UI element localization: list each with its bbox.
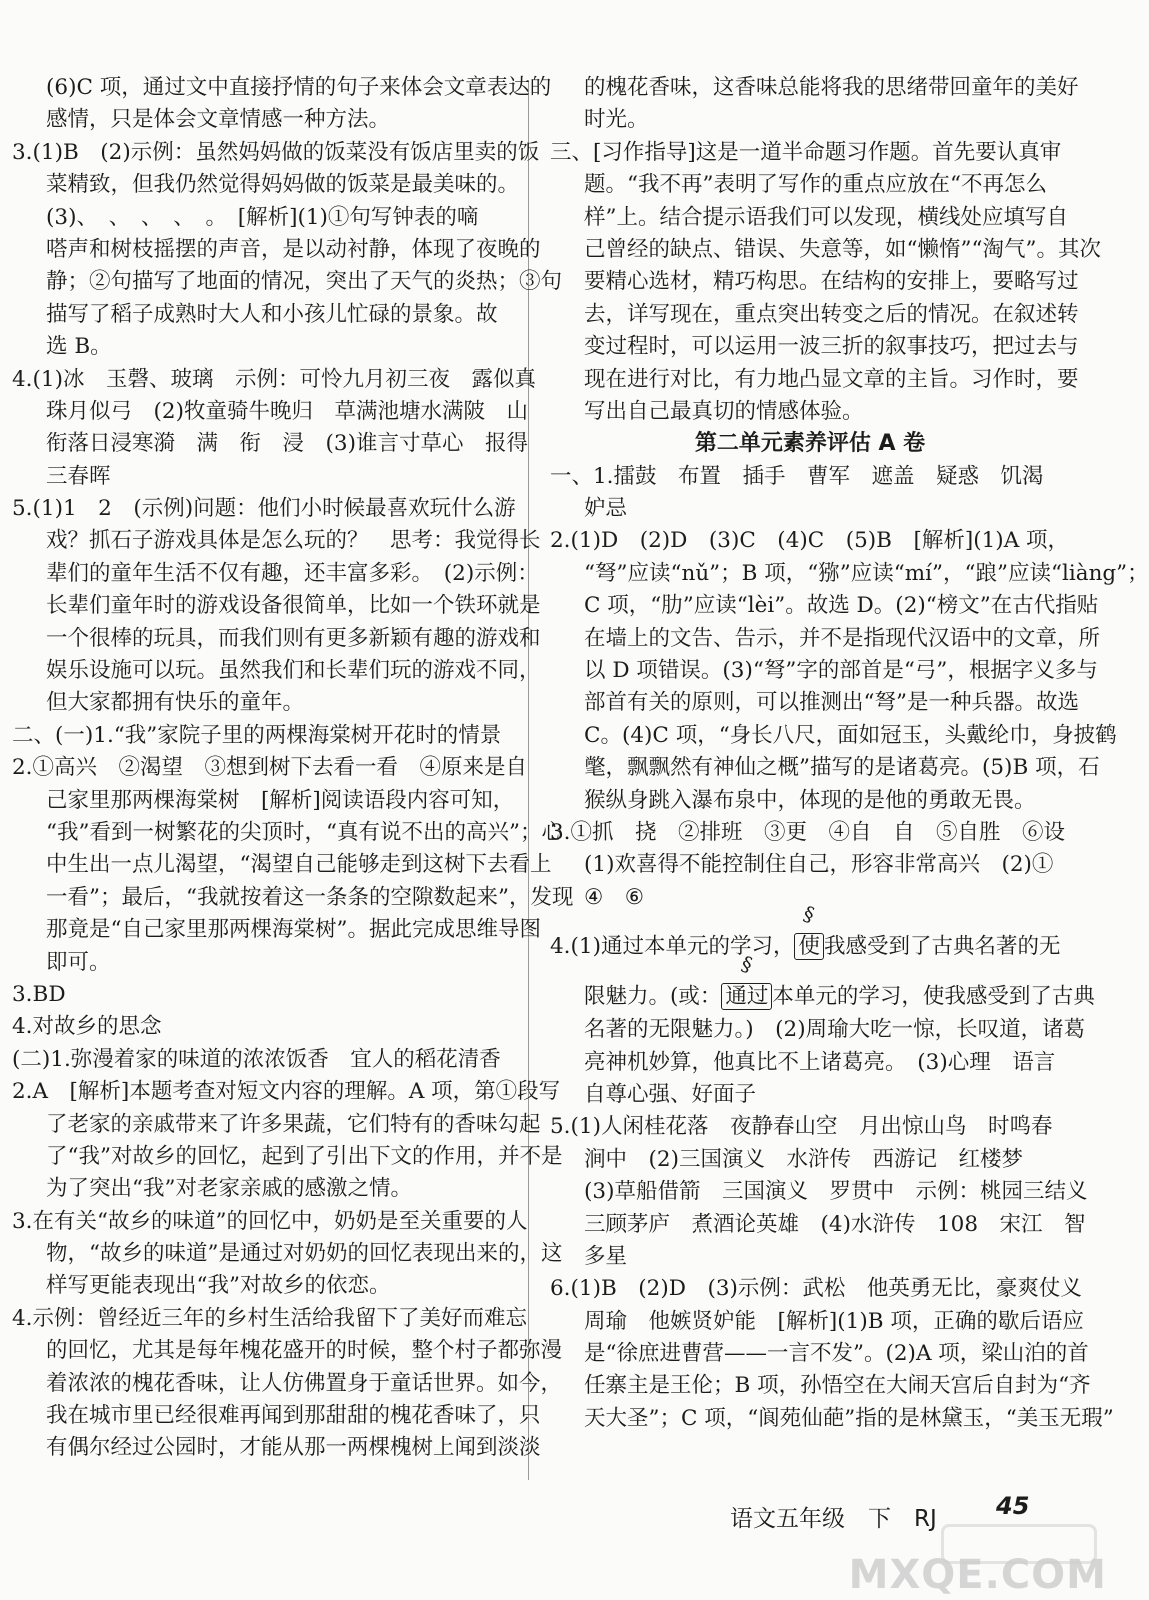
text-line: (二)1.弥漫着家的味道的浓浓饭香 宜人的稻花清香 <box>12 1046 501 1072</box>
text-line: 了“我”对故乡的回忆，起到了引出下文的作用，并不是 <box>46 1143 563 1169</box>
text-line: 涧中 (2)三国演义 水浒传 西游记 红楼梦 <box>584 1146 1023 1172</box>
watermark-text: MXQE.COM <box>848 1552 1107 1598</box>
text-line: 三、[习作指导]这是一道半命题习作题。首先要认真审 <box>550 139 1062 165</box>
page-number: 45 <box>996 1492 1030 1520</box>
text-line: 嗒声和树枝摇摆的声音，是以动衬静，体现了夜晚的 <box>46 236 541 262</box>
text-line: 题。“我不再”表明了写作的重点应放在“不再怎么 <box>584 172 1047 198</box>
text-line: 3.BD <box>12 981 66 1007</box>
text-line: 一看”；最后，“我就按着这一条条的空隙数起来”，发现 <box>46 884 574 910</box>
text-line: 名著的无限魅力。) (2)周瑜大吃一惊，长叹道，诸葛 <box>584 1017 1086 1043</box>
text-line: (6)C 项，通过文中直接抒情的句子来体会文章表达的 <box>46 75 552 100</box>
text-line: C。(4)C 项，“身长八尺，面如冠玉，头戴纶巾，身披鹤 <box>584 722 1117 748</box>
text-line: 变过程时，可以运用一波三折的叙事技巧，把过去与 <box>584 334 1079 360</box>
text-line: 三春晖 <box>46 463 111 489</box>
boxed-insert-word: § 使 <box>794 933 824 960</box>
text-line: 3.(1)B (2)示例：虽然妈妈做的饭菜没有饭店里卖的饭 <box>12 139 540 165</box>
text-line: 衔落日浸寒漪 满 衔 浸 (3)谁言寸草心 报得 <box>46 431 528 457</box>
text-line: 自尊心强、好面子 <box>584 1081 757 1107</box>
text-line: 样写更能表现出“我”对故乡的依恋。 <box>46 1273 391 1299</box>
boxed-insert-word: § 通过 <box>721 983 772 1010</box>
text-line: (3)草船借箭 三国演义 罗贯中 示例：桃园三结义 <box>584 1179 1088 1205</box>
text-line: 一、1.擂鼓 布置 插手 曹军 遮盖 疑惑 饥渴 <box>550 463 1044 489</box>
text-line: 4.示例：曾经近三年的乡村生活给我留下了美好而难忘 <box>12 1305 528 1331</box>
left-column <box>12 72 574 1465</box>
text-line: 是“徐庶进曹营——一言不发”。(2)A 项，梁山泊的首 <box>584 1341 1089 1367</box>
text-line: 6.(1)B (2)D (3)示例：武松 他英勇无比，豪爽仗义 <box>550 1276 1082 1302</box>
text-line: 猴纵身跳入瀑布泉中，体现的是他的勇敢无畏。 <box>584 787 1036 813</box>
text-line: 娱乐设施可以玩。虽然我们和长辈们玩的游戏不同， <box>46 658 541 684</box>
text-line: 物，“故乡的味道”是通过对奶奶的回忆表现出来的，这 <box>46 1241 563 1267</box>
text-line: 样”上。结合提示语我们可以发现，横线处应填写自 <box>584 204 1068 230</box>
text-line: 静；②句描写了地面的情况，突出了天气的炎热；③句 <box>46 269 563 295</box>
text-line: 部首有关的原则，可以推测出“弩”是一种兵器。故选 <box>584 690 1079 716</box>
text-line: (3)、 、 、 、 。 [解析](1)①句写钟表的嘀 <box>46 204 479 230</box>
text-line: 中生出一点儿渴望，“渴望自己能够走到这树下去看上 <box>46 852 552 878</box>
text-line: ④ ⑥ <box>584 884 645 910</box>
text-line: 但大家都拥有快乐的童年。 <box>46 690 305 716</box>
section-heading: 第二单元素养评估 A 卷 <box>694 431 926 457</box>
text-line: 时光。 <box>584 107 649 133</box>
text-line: 周瑜 他嫉贤妒能 [解析](1)B 项，正确的歇后语应 <box>584 1308 1084 1334</box>
text-line: 天大圣”；C 项，“阆苑仙葩”指的是林黛玉，“美玉无瑕” <box>584 1405 1114 1431</box>
text-line: C 项，“肋”应读“lèi”。故选 D。(2)“榜文”在古代指贴 <box>584 593 1099 619</box>
text-line: 我在城市里已经很难再闻到那甜甜的槐花香味了，只 <box>46 1403 541 1429</box>
text-line: 要精心选材，精巧构思。在结构的安排上，要略写过 <box>584 269 1079 295</box>
text-line: 4.对故乡的思念 <box>12 1014 162 1040</box>
right-column-middle <box>550 461 1149 914</box>
text-line: 亮神机妙算，他真比不上诸葛亮。 (3)心理 语言 <box>584 1049 1056 1075</box>
text-line: 的槐花香味，这香味总能将我的思绪带回童年的美好 <box>584 75 1079 100</box>
text-line: 为了突出“我”对老家亲戚的感激之情。 <box>46 1176 412 1202</box>
text-line: 3.在有关“故乡的味道”的回忆中，奶奶是至关重要的人 <box>12 1208 528 1234</box>
right-column <box>550 72 1149 1435</box>
right-column-bottom <box>550 1014 1114 1435</box>
text-line: 己家里那两棵海棠树 [解析]阅读语段内容可知， <box>46 787 515 813</box>
text-line: 长辈们童年时的游戏设备很简单，比如一个铁环就是 <box>46 593 541 619</box>
right-column-top <box>550 72 1101 428</box>
footer-subject: 语文五年级 下 RJ <box>730 1506 937 1532</box>
text-line: 的回忆，尤其是每年槐花盛开的时候，整个村子都弥漫 <box>46 1338 563 1364</box>
text-line: 4.(1)冰 玉磬、玻璃 示例：可怜九月初三夜 露似真 <box>12 366 536 392</box>
text-line: 选 B。 <box>46 334 112 360</box>
text-line: 妒忌 <box>584 496 628 522</box>
answer-line-q4-1: 4.(1)通过本单元的学习，§ 使 我感受到了古典名著的无 <box>550 914 1070 964</box>
text-line: 5.(1)人闲桂花落 夜静春山空 月出惊山鸟 时鸣春 <box>550 1114 1053 1140</box>
text-line: 去，详写现在，重点突出转变之后的情况。在叙述转 <box>584 301 1079 327</box>
text-line: 那竟是“自己家里那两棵海棠树”。据此完成思维导图 <box>46 917 541 943</box>
text-line: 现在进行对比，有力地凸显文章的主旨。习作时，要 <box>584 366 1079 392</box>
text-line: (1)欢喜得不能控制住自己，形容非常高兴 (2)① <box>584 852 1054 878</box>
text-line: 以 D 项错误。(3)“弩”字的部首是“弓”，根据字义多与 <box>584 658 1098 684</box>
text-line: 2.A [解析]本题考查对短文内容的理解。A 项，第①段写 <box>12 1079 561 1105</box>
text-line: 了老家的亲戚带来了许多果蔬，它们特有的香味勾起 <box>46 1111 541 1137</box>
text-line: 多星 <box>584 1243 628 1269</box>
text-line: 辈们的童年生活不仅有趣，还丰富多彩。 (2)示例： <box>46 560 539 586</box>
text-line: 氅，飘飘然有神仙之概”描写的是诸葛亮。(5)B 项，石 <box>584 755 1100 781</box>
page-footer <box>700 1488 1110 1548</box>
text-line: 己曾经的缺点、错误、失意等，如“懒惰”“淘气”。其次 <box>584 236 1101 262</box>
text-line: 在墙上的文告、告示，并不是指现代汉语中的文章，所 <box>584 625 1101 651</box>
text-line: 2.①高兴 ②渴望 ③想到树下去看一看 ④原来是自 <box>12 755 528 781</box>
text-line: 戏？抓石子游戏具体是怎么玩的？ 思考：我觉得长 <box>46 528 541 554</box>
text-line: “弩”应读“nǔ”；B 项，“猕”应读“mí”，“踉”应读“liàng”； <box>584 560 1149 586</box>
text-line: “我”看到一树繁花的尖顶时，“真有说不出的高兴”；心 <box>46 819 563 845</box>
text-line: 感情，只是体会文章情感一种方法。 <box>46 107 391 133</box>
text-line: 三顾茅庐 煮酒论英雄 (4)水浒传 108 宋江 智 <box>584 1211 1086 1237</box>
answer-line-q4-2: 限魅力。(或：§ 通过 本单元的学习，使我感受到了古典 <box>550 964 1070 1014</box>
text-line: 有偶尔经过公园时，才能从那一两棵槐树上闻到淡淡 <box>46 1435 541 1461</box>
text-line: 即可。 <box>46 949 111 975</box>
text-line: 菜精致，但我仍然觉得妈妈做的饭菜是最美味的。 <box>46 172 520 198</box>
text-line: 5.(1)1 2 (示例)问题：他们小时候最喜欢玩什么游 <box>12 496 516 522</box>
text-line: 3.①抓 挠 ②排班 ③更 ④自 自 ⑤自胜 ⑥设 <box>550 819 1066 845</box>
text-line: 写出自己最真切的情感体验。 <box>584 398 864 424</box>
text-line: 2.(1)D (2)D (3)C (4)C (5)B [解析](1)A 项， <box>550 528 1070 554</box>
text-line: 一个很棒的玩具，而我们则有更多新颖有趣的游戏和 <box>46 625 541 651</box>
text-line: 描写了稻子成熟时大人和小孩儿忙碌的景象。故 <box>46 301 498 327</box>
text-line: 着浓浓的槐花香味，让人仿佛置身于童话世界。如今， <box>46 1370 563 1396</box>
text-line: 二、(一)1.“我”家院子里的两棵海棠树开花时的情景 <box>12 722 502 748</box>
text-line: 任寨主是王伦；B 项，孙悟空在大闹天宫后自封为“齐 <box>584 1373 1091 1399</box>
text-line: 珠月似弓 (2)牧童骑牛晚归 草满池塘水满陂 山 <box>46 398 528 424</box>
